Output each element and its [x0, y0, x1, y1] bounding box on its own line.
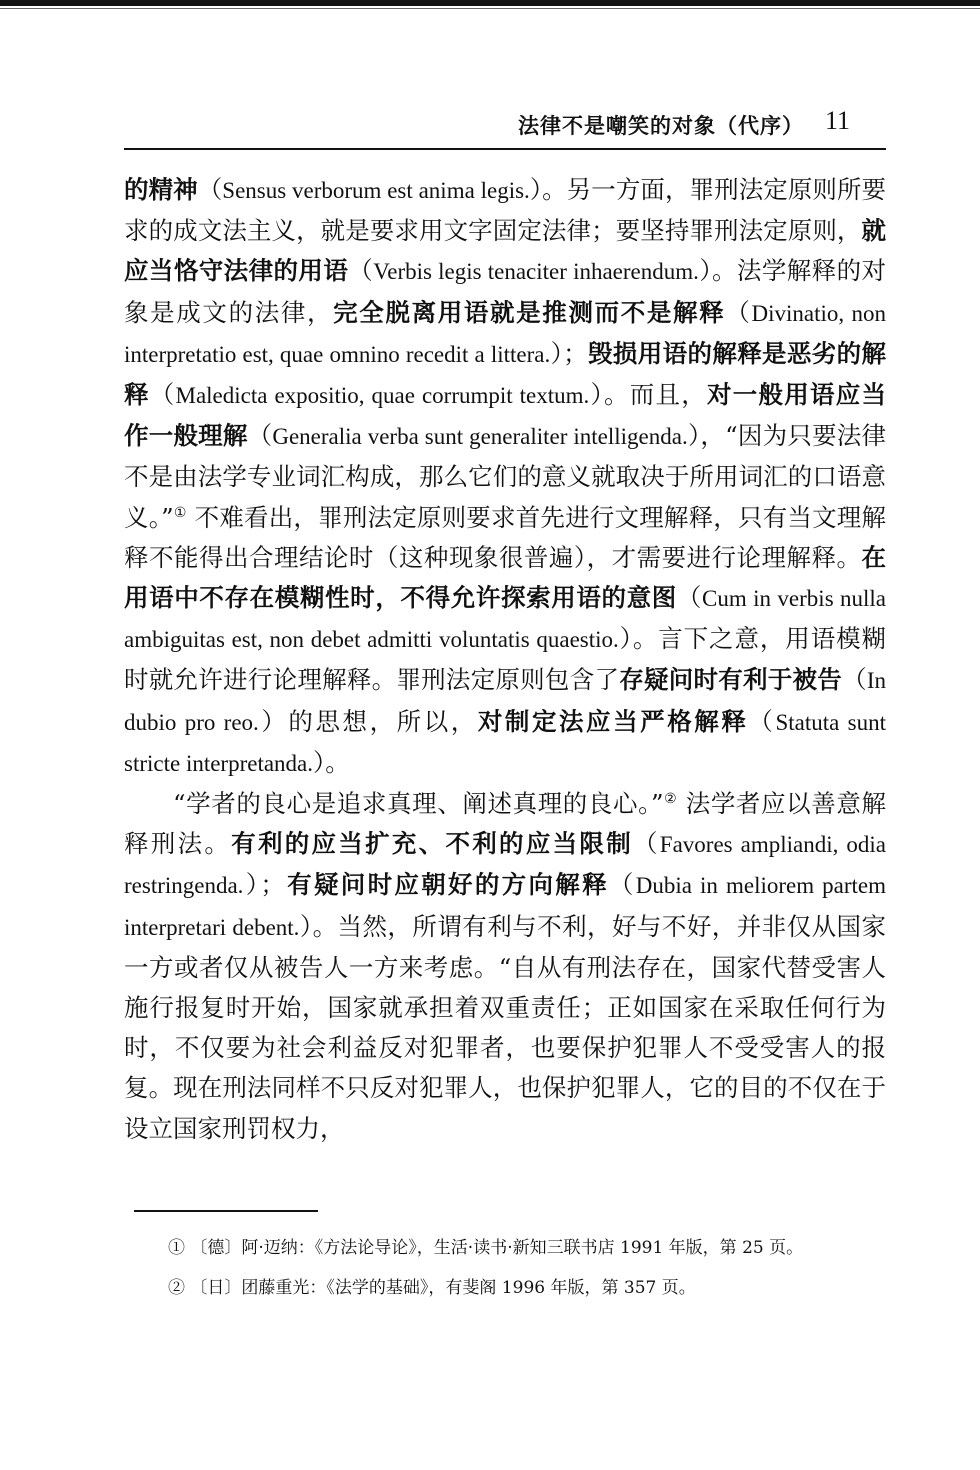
footnote-text: 〔日〕团藤重光：《法学的基础》，有斐阁 1996 年版，第 357 页。 [185, 1278, 696, 1298]
bold-principle: 有利的应当扩充、不利的应当限制 [231, 829, 633, 859]
page-number: 11 [824, 106, 850, 135]
text-run: （ [725, 297, 752, 327]
bold-principle: 对一般用语应当作一般理解 [124, 380, 887, 451]
text-run: ）。 [313, 747, 350, 777]
latin-maxim: In dubio pro reo. [124, 668, 887, 735]
latin-maxim: Cum in verbis nulla ambiguitas est, non debet admitti voluntatis quaestio. [124, 586, 887, 653]
bold-principle: 存疑问时有利于被告 [619, 665, 843, 695]
text-run: （ [676, 583, 703, 613]
latin-maxim: Dubia in meliorem partem interpretari debent. [124, 873, 887, 940]
footnote [134, 1272, 886, 1304]
text-run: （ [348, 256, 374, 286]
bold-principle: 就应当恪守法律的用语 [124, 216, 886, 286]
text-run: 法学者应以善意解释刑法。 [124, 789, 886, 859]
footnote-ref: ② [663, 790, 678, 807]
text-run: 不难看出，罪刑法定原则要求首先进行文理解释，只有当文理解释不能得出合理结论时（这种现象很普遍），才需要进行论理解释。 [124, 502, 886, 572]
text-run: ）； [550, 338, 588, 368]
body-text [124, 170, 886, 1149]
paragraph-2 [124, 784, 886, 1149]
latin-maxim: Statuta sunt stricte interpretanda. [124, 709, 887, 776]
header-rule [124, 148, 886, 150]
footnote-text: 〔德〕阿·迈纳：《方法论导论》，生活·读书·新知三联书店 1991 年版，第 25 页。 [185, 1238, 804, 1258]
text-run: ）； [243, 870, 285, 900]
bold-principle: 对制定法应当严格解释 [477, 706, 749, 736]
latin-maxim: Favores ampliandi, odia restringenda. [124, 832, 887, 899]
footnote-mark: ① [168, 1238, 185, 1258]
latin-maxim: Sensus verborum est anima legis. [222, 178, 530, 203]
footnote-ref: ① [173, 504, 187, 521]
bold-principle: 完全脱离用语就是推测而不是解释 [333, 297, 726, 327]
footnote-mark: ② [168, 1278, 185, 1298]
text-run: （ [632, 829, 660, 859]
running-header-title: 法律不是嘲笑的对象（代序） [518, 113, 804, 138]
text-run: ）的思想，所以， [258, 706, 478, 736]
footnote-rule [134, 1210, 318, 1212]
latin-maxim: Generalia verba sunt generaliter intelligenda. [272, 424, 688, 450]
text-run: ）。另一方面，罪刑法定原则所要求的成文法主义，就是要求用文字固定法律；要坚持罪刑法定原则， [124, 175, 887, 246]
bold-principle: 毁损用语的解释是恶劣的解释 [124, 338, 886, 410]
latin-maxim: Maledicta expositio, quae corrumpit textum. [175, 383, 590, 409]
text-run: ）。法学解释的对象是成文的法律， [124, 256, 887, 327]
footnotes [134, 1232, 886, 1312]
text-run: （ [748, 706, 776, 736]
text-run: ），“因为只要法律不是由法学专业词汇构成，那么它们的意义就取决于所用词汇的口语意义。” [124, 421, 887, 532]
text-run: ）。当然，所谓有利与不利，好与不好，并非仅从国家一方或者仅从被告人一方来考虑。“自从有刑法存在，国家代替受害人施行报复时开始，国家就承担着双重责任；正如国家在采取任何行为时，不仅要为社会利益反对犯罪者，也要保护犯罪人不受受害人的报复。现在刑法同样不只反对犯罪人，也保护犯罪人，它的目的不仅在于设立国家刑罚权力， [124, 911, 886, 1143]
bold-principle: 有疑问时应朝好的方向解释 [284, 870, 609, 900]
text-run: （ [149, 380, 176, 410]
paragraph-1 [124, 170, 886, 784]
text-run: （ [842, 665, 867, 695]
bold-principle: 的精神 [124, 175, 198, 204]
text-run: （ [197, 175, 223, 204]
text-run: （ [247, 421, 273, 451]
text-run: ）。而且， [589, 380, 708, 410]
latin-maxim: Divinatio, non interpretatio est, quae omnino recedit a littera. [124, 300, 887, 367]
latin-maxim: Verbis legis tenaciter inhaerendum. [373, 259, 699, 285]
top-border-thin-rule [0, 8, 980, 9]
text-run: “学者的良心是追求真理、阐述真理的良心。” [173, 789, 664, 819]
top-border-rule [0, 0, 980, 6]
text-run: （ [608, 870, 636, 900]
text-run: ）。言下之意，用语模糊时就允许进行论理解释。罪刑法定原则包含了 [124, 624, 887, 695]
bold-principle: 在用语中不存在模糊性时，不得允许探索用语的意图 [124, 542, 886, 613]
footnote [134, 1232, 886, 1264]
running-header [124, 106, 886, 146]
